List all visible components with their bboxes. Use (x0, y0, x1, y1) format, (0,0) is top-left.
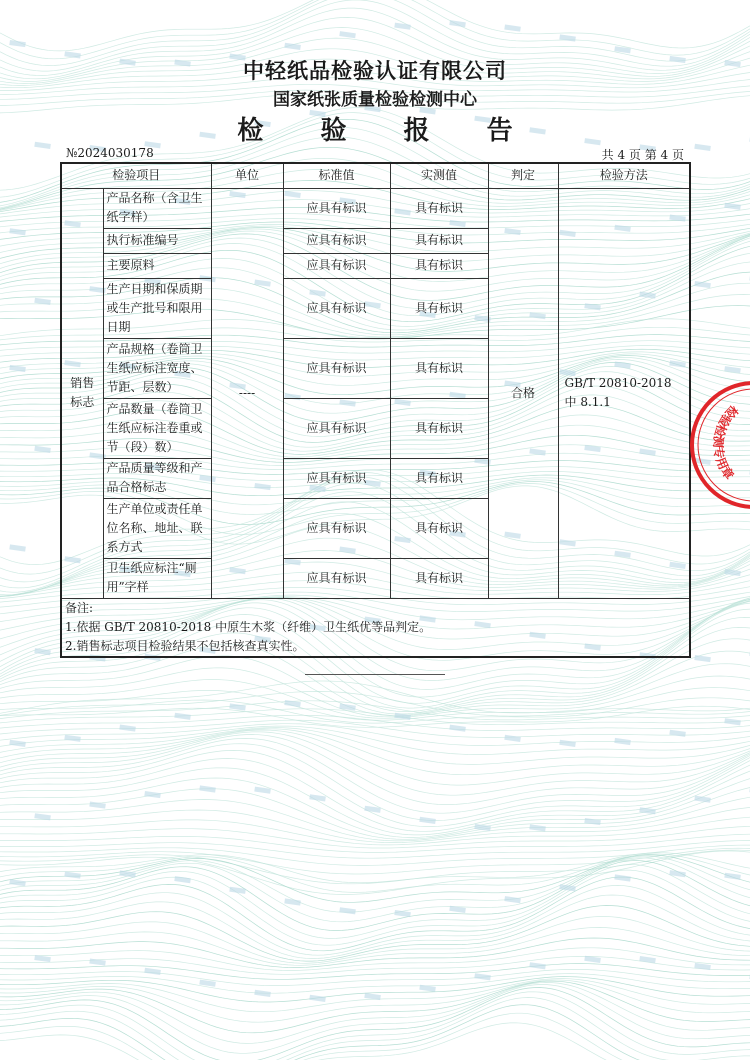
table-row (61, 188, 690, 228)
inspection-table (60, 162, 691, 658)
watermark-mark (504, 25, 521, 32)
svg-text:检验检测专用章 (711, 403, 742, 483)
watermark-mark (339, 907, 356, 914)
org-title: 中轻纸品检验认证有限公司 (243, 59, 507, 83)
measured-cell: 具有标识 (390, 558, 488, 598)
guilloche-line (0, 853, 750, 883)
watermark-mark (34, 955, 51, 962)
standard-cell: 应具有标识 (283, 188, 390, 228)
item-cell: 产品质量等级和产品合格标志 (103, 458, 211, 498)
guilloche-line (0, 895, 750, 959)
watermark-mark (694, 963, 711, 970)
unit-cell: ---- (211, 188, 283, 598)
standard-cell: 应具有标识 (283, 558, 390, 598)
note-line: 2.销售标志项目检验结果不包括核查真实性。 (65, 638, 305, 653)
header-verdict: 判定 (488, 163, 558, 188)
standard-cell: 应具有标识 (283, 278, 390, 338)
header-unit: 单位 (211, 163, 283, 188)
guilloche-line (0, 992, 750, 1060)
standard-cell: 应具有标识 (283, 253, 390, 278)
watermark-mark (694, 655, 711, 662)
watermark-mark (119, 725, 136, 732)
watermark-mark (64, 735, 81, 742)
watermark-mark (309, 995, 326, 1002)
watermark-mark (339, 704, 356, 711)
watermark-mark (144, 791, 161, 798)
standard-cell: 应具有标识 (283, 398, 390, 458)
watermark-mark (504, 896, 521, 903)
guilloche-line (0, 797, 750, 841)
guilloche-line (0, 1023, 750, 1060)
standard-cell: 应具有标识 (283, 338, 390, 398)
guilloche-line (0, 1013, 750, 1060)
group-label: 销售标志 (61, 188, 103, 598)
item-cell: 主要原料 (103, 253, 211, 278)
watermark-mark (9, 365, 26, 372)
header-item: 检验项目 (61, 163, 211, 188)
watermark-mark (144, 968, 161, 975)
measured-cell: 具有标识 (390, 458, 488, 498)
watermark-mark (9, 40, 26, 47)
watermark-mark (449, 725, 466, 732)
watermark-mark (254, 990, 271, 997)
table-header-row (61, 163, 690, 188)
report-number: №2024030178 (66, 146, 154, 160)
guilloche-line (0, 732, 750, 795)
end-divider (305, 674, 445, 675)
item-cell: 产品名称（含卫生纸字样） (103, 188, 211, 228)
watermark-mark (669, 870, 686, 877)
watermark-mark (9, 879, 26, 886)
note-line: 1.依据 GB/T 20810-2018 中原生木浆（纤维）卫生纸优等品判定。 (65, 619, 432, 634)
guilloche-line (0, 807, 750, 842)
item-cell: 产品数量（卷筒卫生纸应标注卷重或节（段）数） (103, 398, 211, 458)
header-standard: 标准值 (283, 163, 390, 188)
watermark-mark (639, 956, 656, 963)
watermark-mark (394, 910, 411, 917)
watermark-mark (669, 730, 686, 737)
watermark-mark (639, 807, 656, 814)
watermark-mark (504, 735, 521, 742)
watermark-mark (364, 993, 381, 1000)
header-measured: 实测值 (390, 163, 488, 188)
seal-stamp (680, 375, 750, 515)
watermark-mark (394, 23, 411, 30)
watermark-mark (724, 718, 741, 725)
watermark-mark (309, 794, 326, 801)
notes-row (61, 598, 690, 657)
guilloche-line (0, 676, 750, 718)
guilloche-line (0, 865, 750, 939)
watermark-mark (9, 740, 26, 747)
watermark-mark (694, 281, 711, 288)
watermark-mark (9, 544, 26, 551)
measured-cell: 具有标识 (390, 498, 488, 558)
item-cell: 执行标准编号 (103, 228, 211, 253)
watermark-mark (559, 740, 576, 747)
watermark-mark (584, 818, 601, 825)
measured-cell: 具有标识 (390, 253, 488, 278)
measured-cell: 具有标识 (390, 398, 488, 458)
watermark-mark (559, 34, 576, 41)
watermark-mark (339, 31, 356, 38)
watermark-mark (724, 366, 741, 373)
method-cell: GB/T 20810-2018 中 8.1.1 (558, 188, 690, 598)
guilloche-line (0, 982, 750, 1043)
watermark-mark (284, 898, 301, 905)
guilloche-line (0, 885, 750, 955)
watermark-mark (9, 228, 26, 235)
guilloche-line (0, 858, 750, 922)
watermark-mark (529, 962, 546, 969)
notes-label: 备注: (65, 600, 94, 615)
guilloche-line (0, 681, 750, 713)
watermark-mark (614, 738, 631, 745)
standard-cell: 应具有标识 (283, 228, 390, 253)
guilloche-line (0, 969, 750, 985)
page-info: 共 4 页 第 4 页 (601, 148, 684, 162)
watermark-mark (694, 796, 711, 803)
watermark-mark (419, 817, 436, 824)
item-cell: 生产日期和保质期或生产批号和限用日期 (103, 278, 211, 338)
watermark-mark (529, 824, 546, 831)
item-cell: 卫生纸应标注“厕用”字样 (103, 558, 211, 598)
guilloche-line (0, 856, 750, 912)
measured-cell: 具有标识 (390, 188, 488, 228)
watermark-mark (64, 872, 81, 879)
watermark-mark (34, 648, 51, 655)
center-title: 国家纸张质量检验检测中心 (273, 90, 477, 110)
watermark-mark (724, 873, 741, 880)
watermark-mark (474, 973, 491, 980)
guilloche-line (0, 870, 750, 945)
guilloche-line (0, 0, 750, 51)
report-title: 检 验 报 告 (237, 116, 537, 146)
watermark-mark (449, 20, 466, 27)
guilloche-line (0, 981, 750, 1033)
watermark-mark (614, 874, 631, 881)
item-cell: 生产单位或责任单位名称、地址、联系方式 (103, 498, 211, 558)
measured-cell: 具有标识 (390, 228, 488, 253)
seal-text: 检验检测专用章 (710, 402, 741, 483)
item-cell: 产品规格（卷筒卫生纸应标注宽度、节距、层数） (103, 338, 211, 398)
watermark-mark (199, 785, 216, 792)
watermark-mark (284, 43, 301, 50)
measured-cell: 具有标识 (390, 338, 488, 398)
guilloche-line (0, 726, 750, 755)
header-method: 检验方法 (558, 163, 690, 188)
watermark-mark (174, 713, 191, 720)
guilloche-line (0, 729, 750, 775)
standard-cell: 应具有标识 (283, 458, 390, 498)
watermark-mark (724, 203, 741, 210)
guilloche-line (0, 698, 750, 723)
watermark-mark (229, 703, 246, 710)
watermark-mark (174, 876, 191, 883)
measured-cell: 具有标识 (390, 278, 488, 338)
standard-cell: 应具有标识 (283, 498, 390, 558)
guilloche-line (0, 817, 750, 845)
verdict-cell: 合格 (488, 188, 558, 598)
guilloche-line (0, 0, 750, 59)
